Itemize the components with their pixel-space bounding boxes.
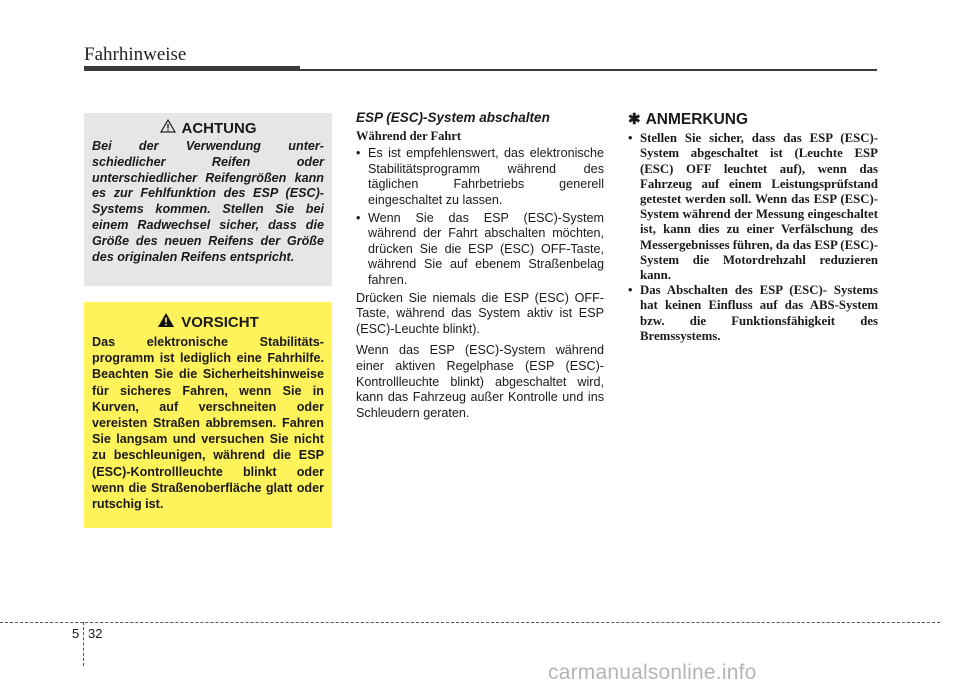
list-item: • Stellen Sie sicher, dass das ESP (ESC)- System abgeschaltet ist (Leuchte ESP (ESC) OFF leuchtet auf), wenn das Fahrzeug auf einem Leistungsprüfstand getestet werden soll. Wenn das ESP (ESC)-System während der Messung eingeschaltet ist, kann dies zu einer Verfälschung des Messergebnisses führen, da das ESP (ESC)-System die Motordrehzahl reduzieren kann. bbox=[628, 131, 878, 283]
footer-dashed-rule bbox=[0, 622, 940, 623]
chapter-number: 5 bbox=[72, 626, 80, 641]
caution-box-text: Bei der Verwendung unter- schiedlicher Reifen oder unterschiedlicher Reifengrößen kann es zur Fehlfunktion des ESP (ESC)-Systems kommen. Stellen Sie bei einem Radwechsel sicher, dass die Größe des neuen Reifens der Größe des originalen Reifens entspricht. bbox=[92, 139, 324, 264]
list-item: • Wenn Sie das ESP (ESC)-System während der Fahrt abschalten möchten, drücken Sie die ESP (ESC) OFF-Taste, während Sie auf ebenem Straßenbelag fahren. bbox=[356, 211, 604, 289]
caution-box-header bbox=[92, 119, 324, 137]
watermark-text: carmanualsonline.info bbox=[548, 661, 757, 684]
asterisk-star-icon: ✱ bbox=[628, 111, 641, 128]
warning-triangle-outline-icon bbox=[160, 119, 176, 137]
list-item: • Es ist empfehlenswert, das elektronische Stabilitätsprogramm während des täglichen Fahrbetriebs generell eingeschaltet zu lassen. bbox=[356, 146, 604, 208]
vorsicht-box-header bbox=[92, 312, 324, 332]
note-header bbox=[628, 112, 878, 127]
header-rule-thick bbox=[84, 66, 300, 71]
vorsicht-box-title: VORSICHT bbox=[181, 313, 259, 331]
caution-box-title: ACHTUNG bbox=[181, 119, 257, 137]
warning-triangle-filled-icon bbox=[157, 312, 175, 332]
note-list bbox=[628, 131, 878, 344]
section-title: ESP (ESC)-System abschalten bbox=[356, 110, 550, 125]
bullet-list bbox=[356, 146, 604, 288]
vorsicht-box bbox=[84, 302, 332, 528]
note-column bbox=[628, 112, 878, 344]
middle-column bbox=[356, 110, 604, 427]
paragraph: Drücken Sie niemals die ESP (ESC) OFF-Taste, während das System aktiv ist ESP (ESC)-Leuchte blinkt). bbox=[356, 290, 604, 336]
header-rule-thin bbox=[300, 69, 877, 71]
paragraph: Wenn das ESP (ESC)-System während einer aktiven Regelphase (ESP (ESC)- Kontrollleuchte blinkt) abgeschaltet wird, kann das Fahrzeug außer Kontrolle und ins Schleudern geraten. bbox=[356, 343, 604, 420]
page-number: 32 bbox=[88, 626, 103, 641]
section-subtitle: Während der Fahrt bbox=[356, 128, 462, 143]
caution-box bbox=[84, 113, 332, 286]
page-header-title: Fahrhinweise bbox=[84, 44, 187, 65]
note-title: ANMERKUNG bbox=[645, 111, 749, 128]
footer-dashed-divider bbox=[83, 622, 84, 666]
list-item: • Das Abschalten des ESP (ESC)- Systems hat keinen Einfluss auf das ABS-System bzw. die Funktionsfähigkeit des Bremssystems. bbox=[628, 283, 878, 344]
vorsicht-box-text: Das elektronische Stabilitäts- programm ist lediglich eine Fahrhilfe. Beachten Sie die Sicherheitshinweise für sicheres Fahren, wenn Sie in Kurven, auf verschneiten oder vereisten Straßen abbremsen. Fahren Sie langsam und versuchen Sie nicht zu beschleunigen, während die ESP (ESC)-Kontrollleuchte blinkt oder wenn die Straßenoberfläche glatt oder rutschig ist. bbox=[92, 335, 324, 512]
